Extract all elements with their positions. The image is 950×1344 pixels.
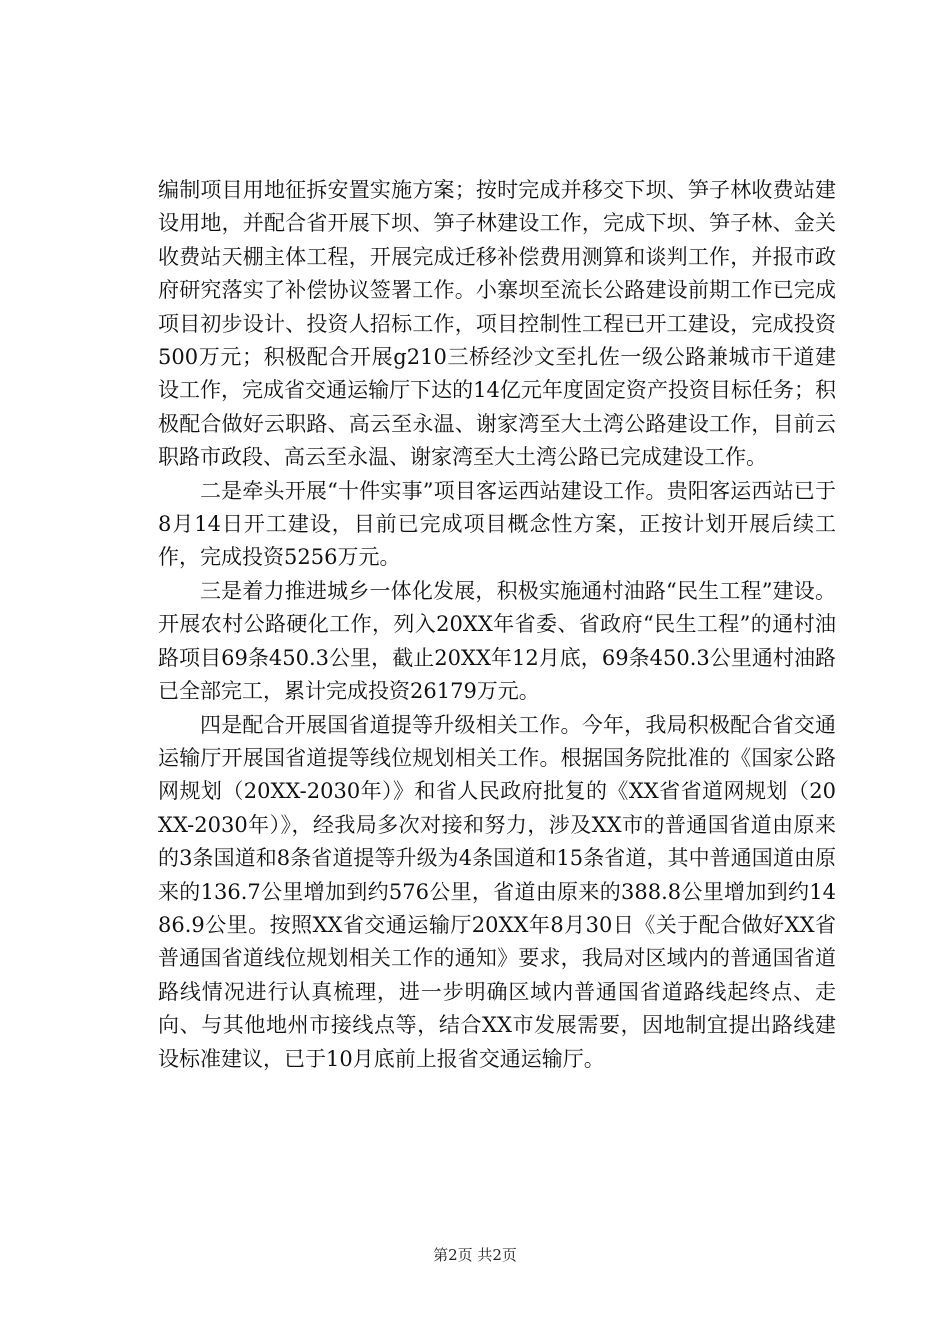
- paragraph-west-station: 二是牵头开展“十件实事”项目客运西站建设工作。贵阳客运西站已于8月14日开工建设，目前已完成项目概念性方案，正按计划开展后续工作，完成投资5256万元。: [158, 478, 836, 570]
- page-footer: 第2页 共2页: [433, 1246, 517, 1264]
- paragraph-continuation: 编制项目用地征拆安置实施方案；按时完成并移交下坝、笋子林收费站建设用地，并配合省开展下坝、笋子林建设工作，完成下坝、笋子林、金关收费站天棚主体工程，开展完成迁移补偿费用测算和谈判工作，并报市政府研究落实了补偿协议签署工作。小寨坝至流长公路建设前期工作已完成项目初步设计、投资人招标工作，项目控制性工程已开工建设，完成投资500万元；积极配合开展g210三桥经沙文至扎佐一级公路兼城市干道建设工作，完成省交通运输厅下达的14亿元年度固定资产投资目标任务；积极配合做好云职路、高云至永温、谢家湾至大土湾公路建设工作，目前云职路市政段、高云至永温、谢家湾至大土湾公路已完成建设工作。: [158, 178, 836, 470]
- paragraph-highway-upgrade: 四是配合开展国省道提等升级相关工作。今年，我局积极配合省交通运输厅开展国省道提等线位规划相关工作。根据国务院批准的《国家公路网规划（20XX-2030年）》和省人民政府批复的《XX省省道网规划（20XX-2030年）》，经我局多次对接和努力，涉及XX市的普通国省道由原来的3条国道和8条省道提等升级为4条国道和15条省道，其中普通国道由原来的136.7公里增加到约576公里，省道由原来的388.8公里增加到约1486.9公里。按照XX省交通运输厅20XX年8月30日《关于配合做好XX省普通国省道线位规划相关工作的通知》要求，我局对区域内的普通国省道路线情况进行认真梳理，进一步明确区域内普通国省道路线起终点、走向、与其他地州市接线点等，结合XX市发展需要，因地制宜提出路线建设标准建议，已于10月底前上报省交通运输厅。: [158, 712, 836, 1071]
- document-body: [158, 174, 836, 1076]
- paragraph-rural-roads: 三是着力推进城乡一体化发展，积极实施通村油路“民生工程”建设。开展农村公路硬化工作，列入20XX年省委、省政府“民生工程”的通村油路项目69条450.3公里，截止20XX年12月底，69条450.3公里通村油路已全部完工，累计完成投资26179万元。: [158, 578, 836, 704]
